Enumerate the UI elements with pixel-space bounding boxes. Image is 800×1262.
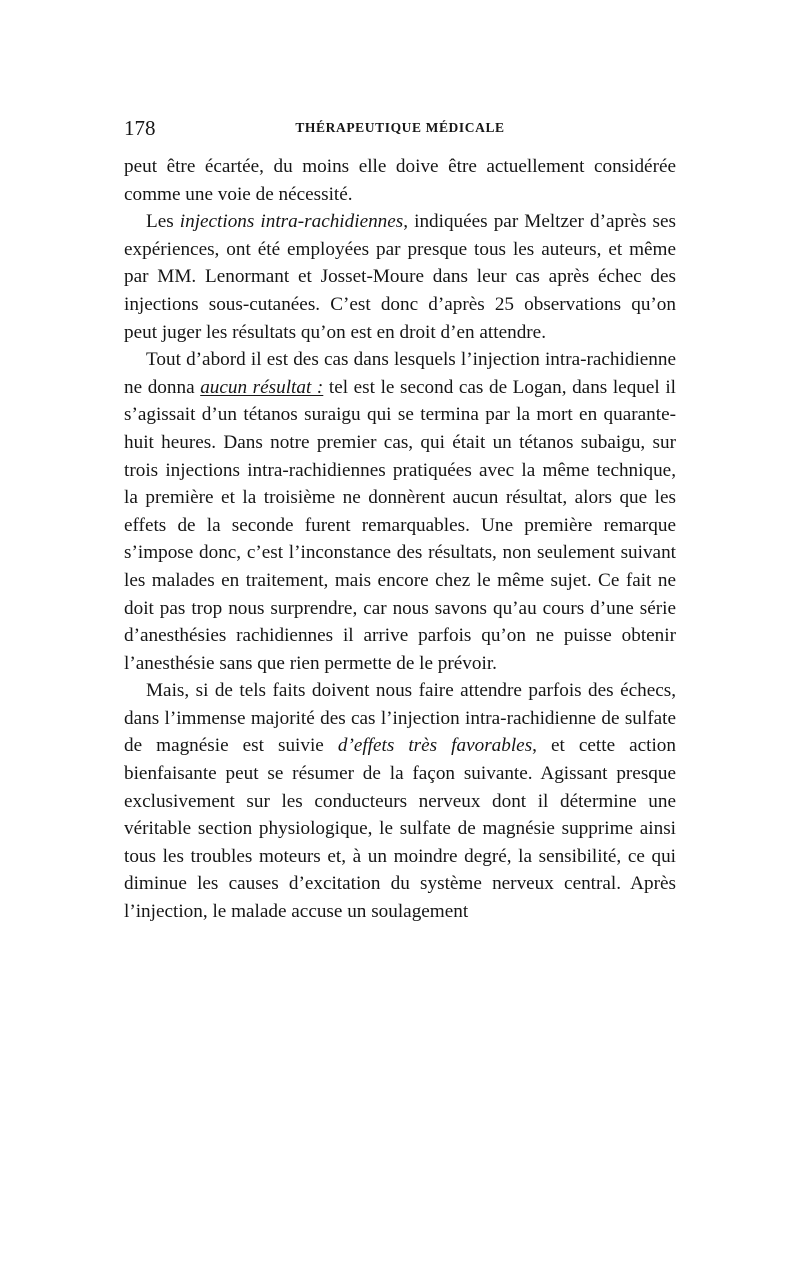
- paragraph-intrarachidian-injections: [124, 208, 676, 346]
- page-number: 178: [124, 116, 156, 140]
- paragraph-text: tel est le second cas de Logan, dans lequel il s’agissait d’un tétanos suraigu qui se termina par la mort en quarante-huit heures. Dans notre premier cas, qui était un tétanos subaigu, sur trois injections intra-rachidiennes pratiquées avec la même technique, la première et la troisième ne donnèrent aucun résultat, alors que les effets de la seconde furent remarquables. Une première remarque s’impose donc, c’est l’inconstance des résultats, non seulement suivant les malades en traitement, mais encore chez le même sujet. Ce fait ne doit pas trop nous surprendre, car nous savons qu’au cours d’une série d’anesthésies rachidiennes il arrive parfois qu’on ne puisse obtenir l’anesthésie sans que rien permette de le prévoir.: [124, 376, 676, 674]
- emphasis-effets-favorables: d’effets très favorables: [337, 735, 533, 757]
- underlined-aucun-resultat: aucun résultat :: [200, 376, 324, 398]
- paragraph-favorable-effects: [124, 677, 676, 925]
- paragraph-text: Mais, si de tels faits doivent nous faire attendre parfois des échecs, dans l’immense majorité des cas l’injection intra-rachidienne de sulfate de magnésie est suivie: [124, 680, 676, 757]
- emphasis-injections: injections intra-rachidiennes: [179, 211, 404, 233]
- page-header: [124, 117, 676, 139]
- paragraph-text: Tout d’abord il est des cas dans lesquels l’injection intra-rachidienne ne donna: [124, 349, 676, 398]
- paragraph-text: Les: [146, 211, 180, 233]
- paragraph-no-result: [124, 346, 676, 677]
- running-title: THÉRAPEUTIQUE MÉDICALE: [295, 120, 505, 135]
- paragraph-continuation: [124, 153, 676, 208]
- paragraph-text: , et cette action bienfaisante peut se résumer de la façon suivante. Agissant presque exclusivement sur les conducteurs nerveux dont il détermine une véritable section physiologique, le sulfate de magnésie supprime ainsi tous les troubles moteurs et, à un moindre degré, la sensibilité, ce qui diminue les causes d’excitation du système nerveux central. Après l’injection, le malade accuse un soulagement: [124, 735, 676, 923]
- paragraph-text: peut être écartée, du moins elle doive être actuellement considérée comme une voie de nécessité.: [124, 156, 676, 205]
- paragraph-text: , indiquées par Meltzer d’après ses expériences, ont été employées par presque tous les auteurs, et même par MM. Lenormant et Josset-Moure dans leur cas après échec des injections sous-cutanées. C’est donc d’après 25 observations qu’on peut juger les résultats qu’on est en droit d’en attendre.: [124, 211, 676, 343]
- body-text: [124, 153, 676, 926]
- emphasis-aucun-resultat: [200, 377, 323, 398]
